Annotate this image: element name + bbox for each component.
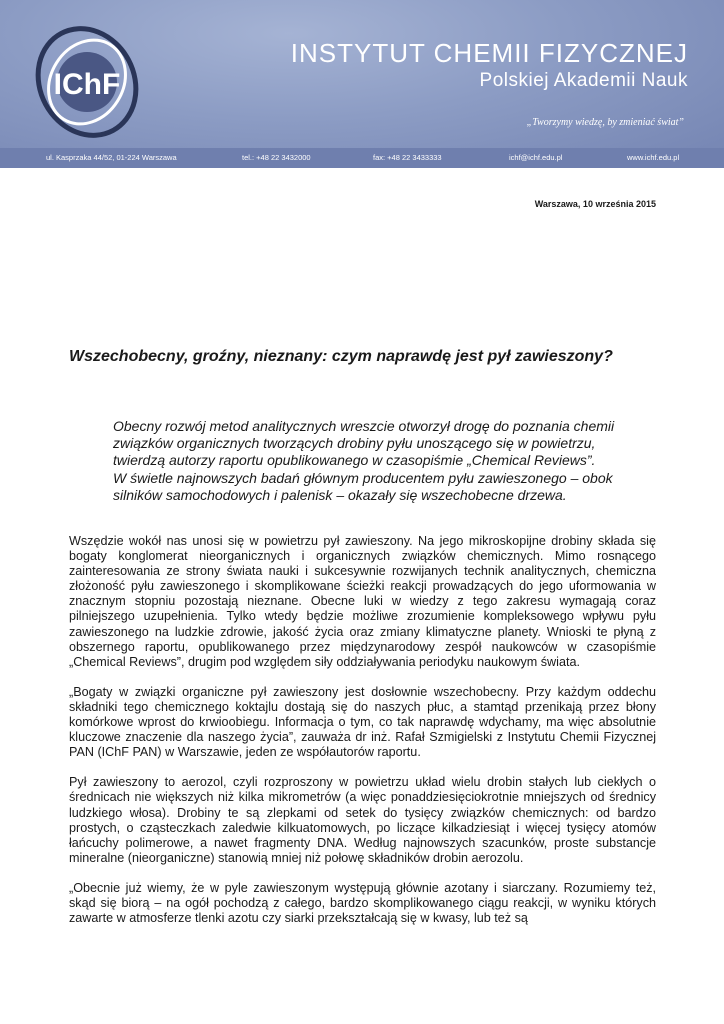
document-body [69,534,656,941]
document-title: Wszechobecny, groźny, nieznany: czym naprawdę jest pył zawieszony? [69,348,613,365]
letterhead-banner [0,0,724,168]
body-paragraph: Pył zawieszony to aerozol, czyli rozproszony w powietrzu układ wielu drobin stałych lub ciekłych o średnicach nie większych niż kilka mikrometrów (a więc ponaddziesięciokrotnie mniejszych od średnicy ludzkiego włosa). Drobiny te są zlepkami od setek do tysięcy związków chemicznych: od bardzo prostych, o cząsteczkach zaledwie kilkuatomowych, po liczące kilkadziesiąt i więcej tysięcy atomów łańcuchy polimerowe, a nawet fragmenty DNA. Według najnowszych szacunków, proste substancje mineralne (nieorganiczne) stanowią mniej niż połowę składników drobin aerozolu. [69,775,656,865]
motto: „Tworzymy wiedzę, by zmieniać świat” [526,117,684,128]
lead-line-1: Obecny rozwój metod analitycznych wreszcie otworzył drogę do poznania chemii związków organicznych tworzących drobiny pyłu unoszącego się w powietrzu, twierdzą autorzy raportu opublikowanego w czasopiśmie „Chemical Reviews”. [113,418,615,469]
address: ul. Kasprzaka 44/52, 01-224 Warszawa [46,153,177,162]
body-paragraph: „Bogaty w związki organiczne pył zawieszony jest dosłownie wszechobecny. Przy każdym oddechu składniki tego chemicznego koktajlu dostają się do naszych płuc, a stamtąd przenikają przez błony komórkowe wprost do krwioobiegu. Informacja o tym, co tak naprawdę wdychamy, ma więc absolutnie kluczowe znaczenie dla naszego życia”, zauważa dr inż. Rafał Szmigielski z Instytutu Chemii Fizycznej PAN (IChF PAN) w Warszawie, jeden ze współautorów raportu. [69,684,656,760]
document-date: Warszawa, 10 września 2015 [534,199,656,209]
logo-text: IChF [53,68,121,101]
institute-name: INSTYTUT CHEMII FIZYCZNEJ [290,38,688,68]
lead-paragraph [113,418,643,504]
lead-line-2: W świetle najnowszych badań głównym producentem pyłu zawieszonego – obok silników samochodowych i palenisk – okazały się wszechobecne drzewa. [113,469,613,503]
email-link[interactable]: ichf@ichf.edu.pl [509,153,563,162]
fax: fax: +48 22 3433333 [373,153,442,162]
academy-name: Polskiej Akademii Nauk [479,70,688,91]
body-paragraph: „Obecnie już wiemy, że w pyle zawieszonym występują głównie azotany i siarczany. Rozumiemy też, skąd się biorą – na ogół pochodzą z całego, bardzo skomplikowanego ciągu reakcji, w wyniku których zawarte w atmosferze tlenki azotu czy siarki przekształcają się w kwasy, lub też są [69,880,656,926]
body-paragraph: Wszędzie wokół nas unosi się w powietrzu pył zawieszony. Na jego mikroskopijne drobiny składa się bogaty konglomerat nieorganicznych i organicznych związków chemicznych. Mimo rosnącego zainteresowania ze strony świata nauki i sukcesywnie rozwijanych technik analitycznych, chemiczna złożoność pyłu zawieszonego i skomplikowane ścieżki reakcji prowadzących do jego uformowania w znacznym stopniu pozostają nieznane. Obecne luki w wiedzy z tego zakresu wymagają coraz pilniejszego uzupełnienia. Tylko wtedy będzie możliwe zrozumienie kompleksowego wpływu pyłu zawieszonego na ludzkie zdrowie, jakość życia oraz zmiany klimatyczne planety. Wnioski te płyną z obszernego raportu, opublikowanego przez międzynarodowy zespół naukowców w czasopiśmie „Chemical Reviews”, drugim pod względem siły oddziaływania periodyku naukowym świata. [69,534,656,669]
phone: tel.: +48 22 3432000 [242,153,311,162]
contact-bar [0,148,724,168]
website-link[interactable]: www.ichf.edu.pl [627,153,680,162]
